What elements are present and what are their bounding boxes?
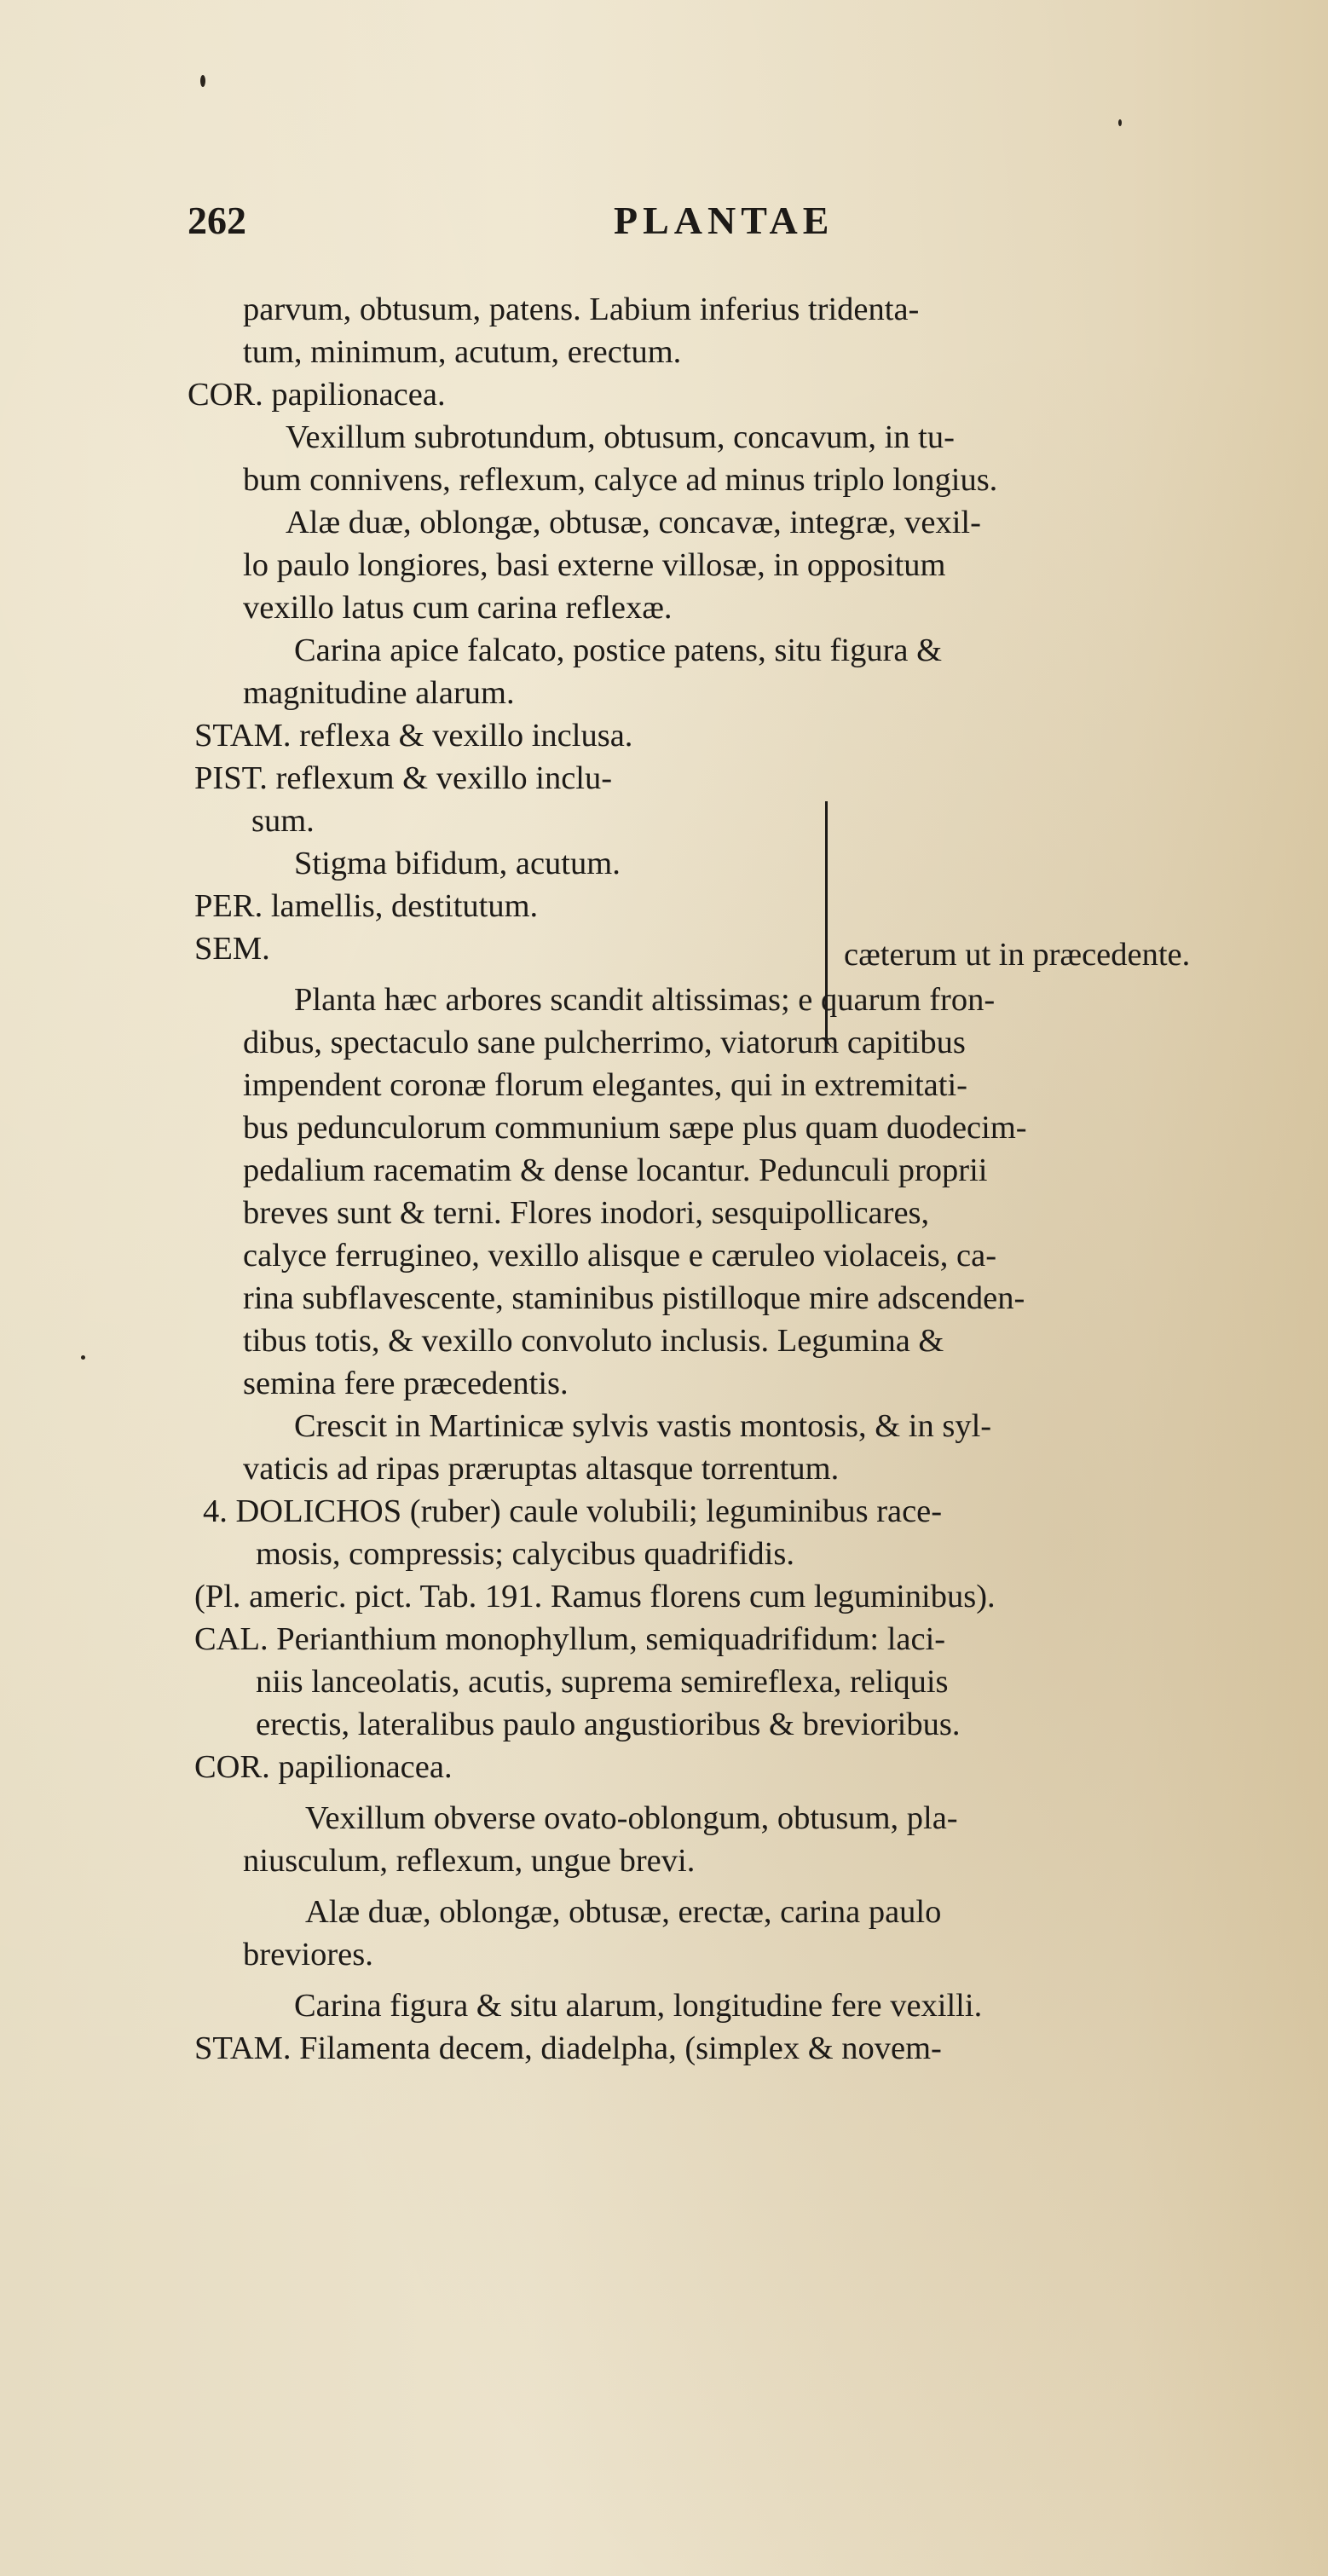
text-line: STAM. reflexa & vexillo inclusa. — [194, 718, 633, 754]
text-line: (Pl. americ. pict. Tab. 191. Ramus florens cum leguminibus). — [194, 1579, 996, 1614]
brace-label: cæterum ut in præcedente. — [844, 937, 1191, 973]
text-line: semina fere præcedentis. — [243, 1366, 569, 1401]
text-line: Planta hæc arbores scandit altissimas; e quarum fron- — [294, 982, 996, 1018]
grouping-brace — [825, 801, 840, 1048]
text-line: COR. papilionacea. — [194, 1749, 453, 1785]
text-line: CAL. Perianthium monophyllum, semiquadrifidum: laci- — [194, 1621, 946, 1657]
text-line: Carina apice falcato, postice patens, situ figura & — [294, 632, 943, 668]
text-line: tibus totis, & vexillo convoluto inclusis. Legumina & — [243, 1323, 944, 1359]
page-number: 262 — [188, 199, 246, 242]
text-line: vexillo latus cum carina reflexæ. — [243, 590, 673, 626]
text-line: parvum, obtusum, patens. Labium inferius tridenta- — [243, 292, 920, 327]
text-line: Vexillum obverse ovato-oblongum, obtusum, pla- — [305, 1800, 958, 1836]
text-line: erectis, lateralibus paulo angustioribus & brevioribus. — [256, 1707, 961, 1742]
text-line: pedalium racematim & dense locantur. Pedunculi proprii — [243, 1152, 988, 1188]
text-line: mosis, compressis; calycibus quadrifidis. — [256, 1536, 794, 1572]
text-line: tum, minimum, acutum, erectum. — [243, 334, 682, 370]
paper-speck — [200, 75, 205, 87]
page-header — [188, 198, 1296, 257]
text-line: niusculum, reflexum, ungue brevi. — [243, 1843, 696, 1879]
text-line: vaticis ad ripas præruptas altasque torrentum. — [243, 1451, 840, 1487]
text-line: STAM. Filamenta decem, diadelpha, (simplex & novem- — [194, 2030, 942, 2066]
text-line: calyce ferrugineo, vexillo alisque e cæruleo violaceis, ca- — [243, 1238, 997, 1274]
text-line: breviores. — [243, 1937, 373, 1972]
text-line: PIST. reflexum & vexillo inclu- — [194, 760, 613, 796]
text-line: rina subflavescente, staminibus pistilloque mire adscenden- — [243, 1280, 1025, 1316]
text-line: COR. papilionacea. — [188, 377, 446, 413]
text-line: Stigma bifidum, acutum. — [294, 846, 621, 881]
text-line: dibus, spectaculo sane pulcherrimo, viatorum capitibus — [243, 1025, 966, 1060]
text-line: Alæ duæ, oblongæ, obtusæ, erectæ, carina paulo — [305, 1894, 942, 1930]
text-line: magnitudine alarum. — [243, 675, 515, 711]
paper-speck — [1118, 119, 1122, 126]
text-line: PER. lamellis, destitutum. — [194, 888, 539, 924]
running-head: PLANTAE — [614, 199, 834, 242]
text-line: bus pedunculorum communium sæpe plus quam duodecim- — [243, 1110, 1027, 1146]
text-line: niis lanceolatis, acutis, suprema semireflexa, reliquis — [256, 1664, 949, 1700]
text-line: Alæ duæ, oblongæ, obtusæ, concavæ, integræ, vexil- — [286, 505, 981, 540]
text-line: bum connivens, reflexum, calyce ad minus triplo longius. — [243, 462, 998, 498]
text-line: impendent coronæ florum elegantes, qui in extremitati- — [243, 1067, 967, 1103]
text-line: 4. DOLICHOS (ruber) caule volubili; leguminibus race- — [203, 1493, 943, 1529]
text-line: lo paulo longiores, basi externe villosæ, in oppositum — [243, 547, 946, 583]
text-line: SEM. — [194, 931, 270, 967]
text-line: breves sunt & terni. Flores inodori, sesquipollicares, — [243, 1195, 930, 1231]
text-line: Vexillum subrotundum, obtusum, concavum, in tu- — [286, 419, 955, 455]
text-line: Carina figura & situ alarum, longitudine fere vexilli. — [294, 1988, 983, 2024]
paper-speck — [81, 1355, 85, 1360]
text-line: sum. — [251, 803, 315, 839]
text-line: Crescit in Martinicæ sylvis vastis montosis, & in syl- — [294, 1408, 992, 1444]
